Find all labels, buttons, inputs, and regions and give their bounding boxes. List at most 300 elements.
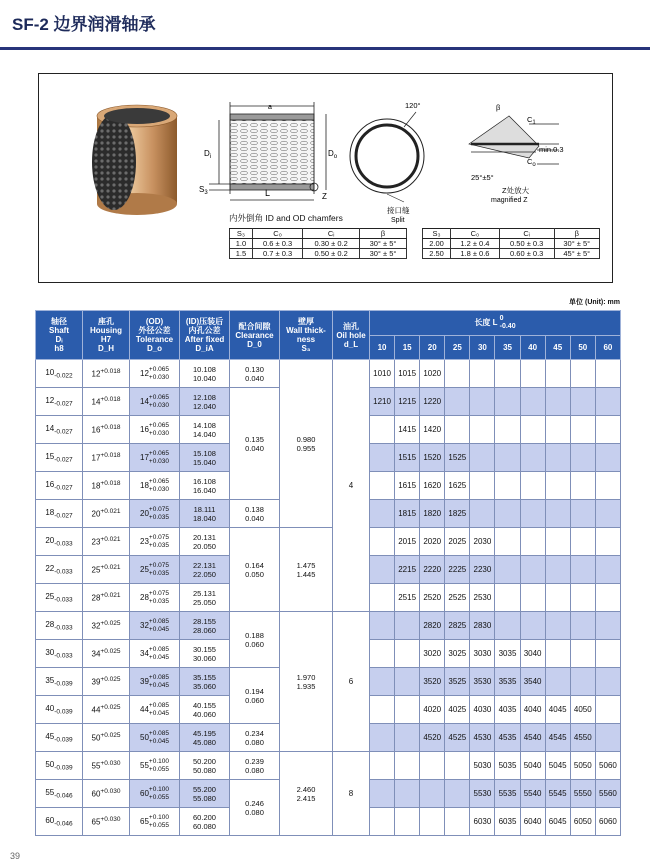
table-row [36,360,621,388]
part-number-cell [370,556,395,584]
housing-nominal: 32 [91,621,101,631]
shaft-tolerance: -0.033 [54,540,73,548]
id-max: 28.155 [193,616,216,626]
chamfer-header: C₀ [451,229,500,239]
clearance-max: 0.234 [245,728,264,738]
part-number-cell [470,500,495,528]
part-number-cell [545,388,570,416]
chamfer-cell: 0.6 ± 0.3 [252,239,302,249]
housing-cell [83,668,130,696]
wall-max: 1.475 [296,560,316,570]
co-label: $C_o$ [527,157,536,168]
od-cell [130,360,180,388]
length-header: 20 [420,336,445,360]
part-number-cell: 3540 [520,668,545,696]
clearance-max: 0.246 [245,798,264,808]
clearance-max: 0.138 [245,504,264,514]
id-min: 30.060 [193,653,216,663]
chamfer-header: S₃ [423,229,451,239]
id-max: 20.131 [193,532,216,542]
clearance-min: 0.080 [245,737,264,747]
part-number-cell: 2825 [445,612,470,640]
header-line: 内孔公差 [188,326,221,335]
shaft-tolerance: -0.039 [54,708,73,716]
od-tol-lower: +0.045 [148,681,169,689]
id-cell [180,612,230,640]
housing-nominal: 12 [91,369,101,379]
shaft-cell [36,500,83,528]
chamfer-cell: 30° ± 5° [359,249,406,259]
part-number-cell [370,808,395,836]
part-number-cell: 2230 [470,556,495,584]
part-number-cell: 3520 [420,668,445,696]
part-number-cell: 3020 [420,640,445,668]
wall-max: 2.460 [296,784,316,794]
id-cell [180,472,230,500]
part-number-cell [545,444,570,472]
id-cell [180,388,230,416]
od-tol-lower: +0.045 [148,737,169,745]
header-line: 外径公差 [138,326,171,335]
dim-Di: $D_i$ [204,149,212,160]
id-cell [180,752,230,780]
shaft-nominal: 12 [45,395,55,405]
chamfer-header: Cᵢ [303,229,360,239]
length-header: 45 [545,336,570,360]
id-min: 16.040 [193,485,216,495]
part-number-cell [570,388,595,416]
end-view [350,112,424,202]
dim-Do: $D_o$ [328,149,338,160]
part-number-cell [445,780,470,808]
chamfer-cell: 0.60 ± 0.3 [499,249,554,259]
housing-tolerance: +0.018 [100,452,121,460]
chamfer-cell: 1.8 ± 0.6 [451,249,500,259]
id-cell [180,500,230,528]
header-id-after-fixed [180,311,230,360]
clearance-cell [230,668,280,724]
part-number-cell [520,388,545,416]
id-max: 18.111 [193,504,216,514]
part-number-cell [570,472,595,500]
oil-hole-cell: 4 [333,360,370,612]
part-number-cell [470,388,495,416]
part-number-cell [570,360,595,388]
od-nominal: 17 [140,453,149,462]
shaft-cell [36,612,83,640]
shaft-cell [36,668,83,696]
part-number-cell [470,416,495,444]
header-oil-hole [333,311,370,360]
header-line: 油孔 [343,321,359,331]
clearance-min: 0.060 [245,639,264,649]
part-number-cell: 4520 [420,724,445,752]
id-cell [180,416,230,444]
housing-tolerance: +0.025 [100,620,121,628]
magnified-en: magnified Z [491,197,528,204]
part-number-cell [370,500,395,528]
od-nominal: 34 [140,649,149,658]
part-number-cell [370,780,395,808]
chamfer-header: β [554,229,599,239]
housing-cell [83,612,130,640]
od-tol-lower: +0.030 [148,429,169,437]
part-number-cell: 2820 [420,612,445,640]
clearance-min: 0.050 [245,569,264,579]
housing-nominal: 28 [91,593,101,603]
part-number-cell [445,808,470,836]
housing-nominal: 25 [91,565,101,575]
od-tol-upper: +0.085 [148,701,169,709]
clearance-cell [230,360,280,388]
part-number-cell: 3535 [495,668,520,696]
header-line: Tolerance [135,335,174,344]
part-number-cell: 5035 [495,752,520,780]
clearance-cell [230,724,280,752]
id-min: 14.040 [193,429,216,439]
housing-tolerance: +0.030 [100,760,121,768]
part-number-cell [395,780,420,808]
part-number-cell [545,528,570,556]
chamfer-cell: 2.50 [423,249,451,259]
part-number-cell: 1420 [420,416,445,444]
min-03-label: min.0.3 [539,145,564,154]
id-max: 55.200 [193,784,216,794]
header-line: 座孔 [98,317,114,326]
part-number-cell: 1825 [445,500,470,528]
od-tol-upper: +0.065 [148,449,169,457]
housing-cell [83,780,130,808]
part-number-cell [520,556,545,584]
part-number-cell [495,444,520,472]
part-number-cell: 6035 [495,808,520,836]
housing-cell [83,360,130,388]
header-length: 长度 L 0 -0.40 [370,311,621,336]
part-number-cell [395,612,420,640]
id-cell [180,640,230,668]
length-header: 15 [395,336,420,360]
od-cell [130,528,180,556]
housing-tolerance: +0.018 [100,480,121,488]
oil-hole-cell: 6 [333,612,370,752]
od-tol-upper: +0.100 [148,785,169,793]
od-cell [130,780,180,808]
housing-tolerance: +0.021 [100,564,121,572]
part-number-cell [520,584,545,612]
clearance-cell [230,612,280,668]
id-max: 35.155 [193,672,216,682]
id-min: 12.040 [193,401,216,411]
part-number-cell: 4040 [520,696,545,724]
housing-cell [83,444,130,472]
part-number-cell [470,360,495,388]
part-number-cell: 1620 [420,472,445,500]
housing-cell [83,640,130,668]
spec-table [35,310,621,836]
clearance-max: 0.239 [245,756,264,766]
part-number-cell [370,612,395,640]
od-cell [130,752,180,780]
chamfer-header: S₃ [230,229,253,239]
part-number-cell [595,640,620,668]
od-nominal: 20 [140,509,149,518]
part-number-cell [370,696,395,724]
chamfer-cell: 30° ± 5° [359,239,406,249]
unit-label: 单位 (Unit): mm [569,299,620,306]
part-number-cell: 3525 [445,668,470,696]
part-number-cell [595,500,620,528]
od-nominal: 50 [140,733,149,742]
od-cell [130,388,180,416]
chamfer-header: Cᵢ [499,229,554,239]
header-line: 轴径 [51,317,67,326]
header-line: Shaft [49,326,69,335]
shaft-nominal: 22 [45,563,55,573]
housing-cell [83,724,130,752]
chamfer-cell: 30° ± 5° [554,239,599,249]
clearance-max: 0.164 [245,560,264,570]
wall-cell [280,612,333,752]
header-line: Wall thick- [286,326,326,335]
part-number-cell [545,472,570,500]
part-number-cell: 2215 [395,556,420,584]
part-number-cell: 3035 [495,640,520,668]
chamfer-caption: 内外倒角 ID and OD chamfers [229,213,343,223]
header-line: After fixed [184,335,225,344]
part-number-cell [570,416,595,444]
part-number-cell: 1615 [395,472,420,500]
part-number-cell [595,612,620,640]
part-number-cell [520,472,545,500]
housing-cell [83,416,130,444]
housing-tolerance: +0.021 [100,592,121,600]
part-number-cell [395,752,420,780]
header-line: Dᵢ [55,335,63,344]
part-number-cell: 4020 [420,696,445,724]
od-tol-lower: +0.035 [148,513,169,521]
part-number-cell [595,556,620,584]
shaft-tolerance: -0.046 [54,792,73,800]
id-max: 60.200 [193,812,216,822]
part-number-cell [370,444,395,472]
id-max: 50.200 [193,756,216,766]
id-cell [180,668,230,696]
housing-nominal: 18 [91,481,101,491]
od-cell [130,416,180,444]
header-line: Oil hole [336,330,366,340]
od-tol-lower: +0.035 [148,569,169,577]
part-number-cell [595,724,620,752]
od-nominal: 65 [140,817,149,826]
part-number-cell [545,668,570,696]
housing-cell [83,808,130,836]
id-min: 18.040 [193,513,216,523]
id-max: 10.108 [193,364,216,374]
housing-cell [83,584,130,612]
header-line: 配合间隙 [238,321,271,331]
housing-cell [83,528,130,556]
part-number-cell: 1515 [395,444,420,472]
length-header: 60 [595,336,620,360]
id-min: 50.080 [193,765,216,775]
housing-nominal: 60 [91,789,101,799]
part-number-cell [395,724,420,752]
clearance-min: 0.040 [245,443,264,453]
part-number-cell: 1415 [395,416,420,444]
part-number-cell [595,472,620,500]
chamfer-cell: 1.2 ± 0.4 [451,239,500,249]
shaft-cell [36,780,83,808]
shaft-tolerance: -0.033 [54,568,73,576]
part-number-cell [395,640,420,668]
part-number-cell [495,360,520,388]
housing-tolerance: +0.025 [100,648,121,656]
id-cell [180,696,230,724]
wall-cell [280,360,333,528]
header-line: Clearance [235,330,274,340]
header-shaft [36,311,83,360]
header-line: (OD) [145,317,164,326]
od-tol-upper: +0.075 [148,505,169,513]
chamfer-cell: 1.5 [230,249,253,259]
part-number-cell [370,640,395,668]
od-tol-lower: +0.035 [148,541,169,549]
part-number-cell: 2020 [420,528,445,556]
id-min: 28.060 [193,625,216,635]
part-number-cell: 2525 [445,584,470,612]
title-rule [0,47,650,50]
housing-nominal: 50 [91,733,101,743]
id-min: 25.050 [193,597,216,607]
id-max: 25.131 [193,588,216,598]
id-cell [180,556,230,584]
wall-max: 1.970 [296,672,316,682]
part-number-cell: 1015 [395,360,420,388]
part-number-cell [520,360,545,388]
shaft-cell [36,696,83,724]
part-number-cell [545,556,570,584]
header-line: D_iA [195,344,214,353]
od-cell [130,808,180,836]
page-title: SF-2 边界润滑轴承 [12,15,156,34]
shaft-cell [36,528,83,556]
housing-cell [83,752,130,780]
housing-tolerance: +0.030 [100,816,121,824]
wall-min: 2.415 [296,793,316,803]
part-number-cell [495,388,520,416]
od-tol-upper: +0.065 [148,393,169,401]
od-tol-lower: +0.030 [148,373,169,381]
clearance-min: 0.080 [245,807,264,817]
part-number-cell [595,360,620,388]
od-cell [130,668,180,696]
shaft-nominal: 28 [45,619,55,629]
part-number-cell [595,416,620,444]
clearance-min: 0.060 [245,695,264,705]
od-tol-lower: +0.030 [148,485,169,493]
part-number-cell: 1020 [420,360,445,388]
part-number-cell: 4535 [495,724,520,752]
bushing-photo [92,105,177,215]
part-number-cell: 1215 [395,388,420,416]
id-min: 20.050 [193,541,216,551]
shaft-cell [36,584,83,612]
chamfer-cell: 1.0 [230,239,253,249]
od-tol-upper: +0.085 [148,673,169,681]
part-number-cell: 5045 [545,752,570,780]
shaft-tolerance: -0.022 [54,372,73,380]
shaft-nominal: 60 [45,815,55,825]
header-line: (ID)压装后 [185,317,224,326]
shaft-cell [36,360,83,388]
id-min: 55.080 [193,793,216,803]
part-number-cell [470,472,495,500]
od-tol-upper: +0.075 [148,533,169,541]
part-number-cell [370,724,395,752]
header-wall-thickness [280,311,333,360]
header-line: H7 [100,335,112,344]
housing-cell [83,472,130,500]
od-cell [130,500,180,528]
clearance-cell [230,528,280,612]
magnified-cn: Z处放大 [502,186,530,195]
housing-tolerance: +0.021 [100,536,121,544]
id-cell [180,724,230,752]
id-min: 60.080 [193,821,216,831]
part-number-cell [495,500,520,528]
dim-a: a [268,104,272,111]
part-number-cell: 6050 [570,808,595,836]
od-tol-upper: +0.085 [148,645,169,653]
part-number-cell [595,584,620,612]
id-max: 22.131 [193,560,216,570]
id-min: 15.040 [193,457,216,467]
od-cell [130,640,180,668]
header-line: Housing [90,326,122,335]
split-cn: 接口缝 [387,206,410,215]
header-line: D_o [146,344,163,353]
header-line: h8 [54,344,64,353]
id-cell [180,528,230,556]
part-number-cell [570,500,595,528]
od-tol-lower: +0.035 [148,597,169,605]
part-number-cell: 5530 [470,780,495,808]
id-cell [180,808,230,836]
part-number-cell: 5545 [545,780,570,808]
part-number-cell [595,528,620,556]
housing-nominal: 55 [91,761,101,771]
part-number-cell: 4050 [570,696,595,724]
header-od-tolerance [130,311,180,360]
od-tol-lower: +0.055 [148,793,169,801]
part-number-cell [545,500,570,528]
magnified-z-detail [469,116,559,164]
od-nominal: 14 [140,397,149,406]
figure-box [38,73,613,283]
part-number-cell: 4540 [520,724,545,752]
shaft-nominal: 18 [45,507,55,517]
part-number-cell: 5060 [595,752,620,780]
part-number-cell [495,472,520,500]
part-number-cell [570,640,595,668]
part-number-cell: 2030 [470,528,495,556]
part-number-cell: 5050 [570,752,595,780]
shaft-nominal: 55 [45,787,55,797]
length-header: 25 [445,336,470,360]
wall-min: 1.935 [296,681,316,691]
part-number-cell [570,528,595,556]
od-nominal: 60 [140,789,149,798]
